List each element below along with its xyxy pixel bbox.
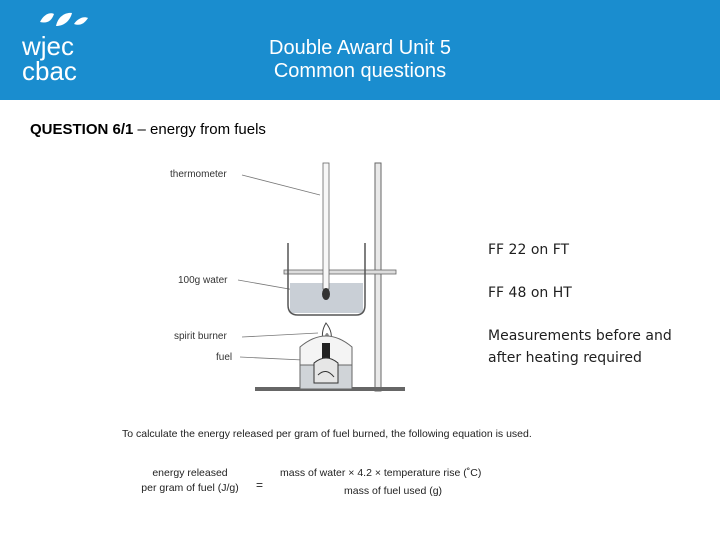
label-water: 100g water [178,275,228,286]
equation-intro: To calculate the energy released per gram of fuel burned, the following equation is used. [122,428,532,440]
question-heading [30,121,266,138]
question-number: QUESTION 6/1 [30,121,134,138]
label-fuel: fuel [216,352,233,363]
note-foundation: FF 22 on FT [488,242,570,258]
equation-denominator: mass of fuel used (g) [344,485,443,497]
equation-lhs-line1: energy released [152,467,228,479]
page-title-line2: Common questions [273,60,447,82]
energy-equation [120,462,560,512]
logo-wjec-text: wjec [22,31,75,61]
thermometer [322,163,330,300]
note-measurements: Measurements before and after heating required [488,328,672,366]
equation-lhs [120,466,260,496]
equals-sign: = [256,478,264,492]
label-thermometer: thermometer [170,169,227,180]
equation-lhs-line2: per gram of fuel (J/g) [141,482,239,494]
equation-numerator: mass of water × 4.2 × temperature rise (˚C) [280,467,482,479]
label-spirit-burner: spirit burner [174,331,227,342]
leader-lines [238,175,324,361]
header-banner [0,0,720,100]
wjec-logo [18,12,98,86]
page-title-line1: Double Award Unit 5 [269,37,451,59]
question-topic: – energy from fuels [133,121,266,138]
note-higher: FF 48 on HT [488,285,572,301]
logo-cbac-text: cbac [22,56,77,86]
apparatus-diagram [160,155,420,395]
